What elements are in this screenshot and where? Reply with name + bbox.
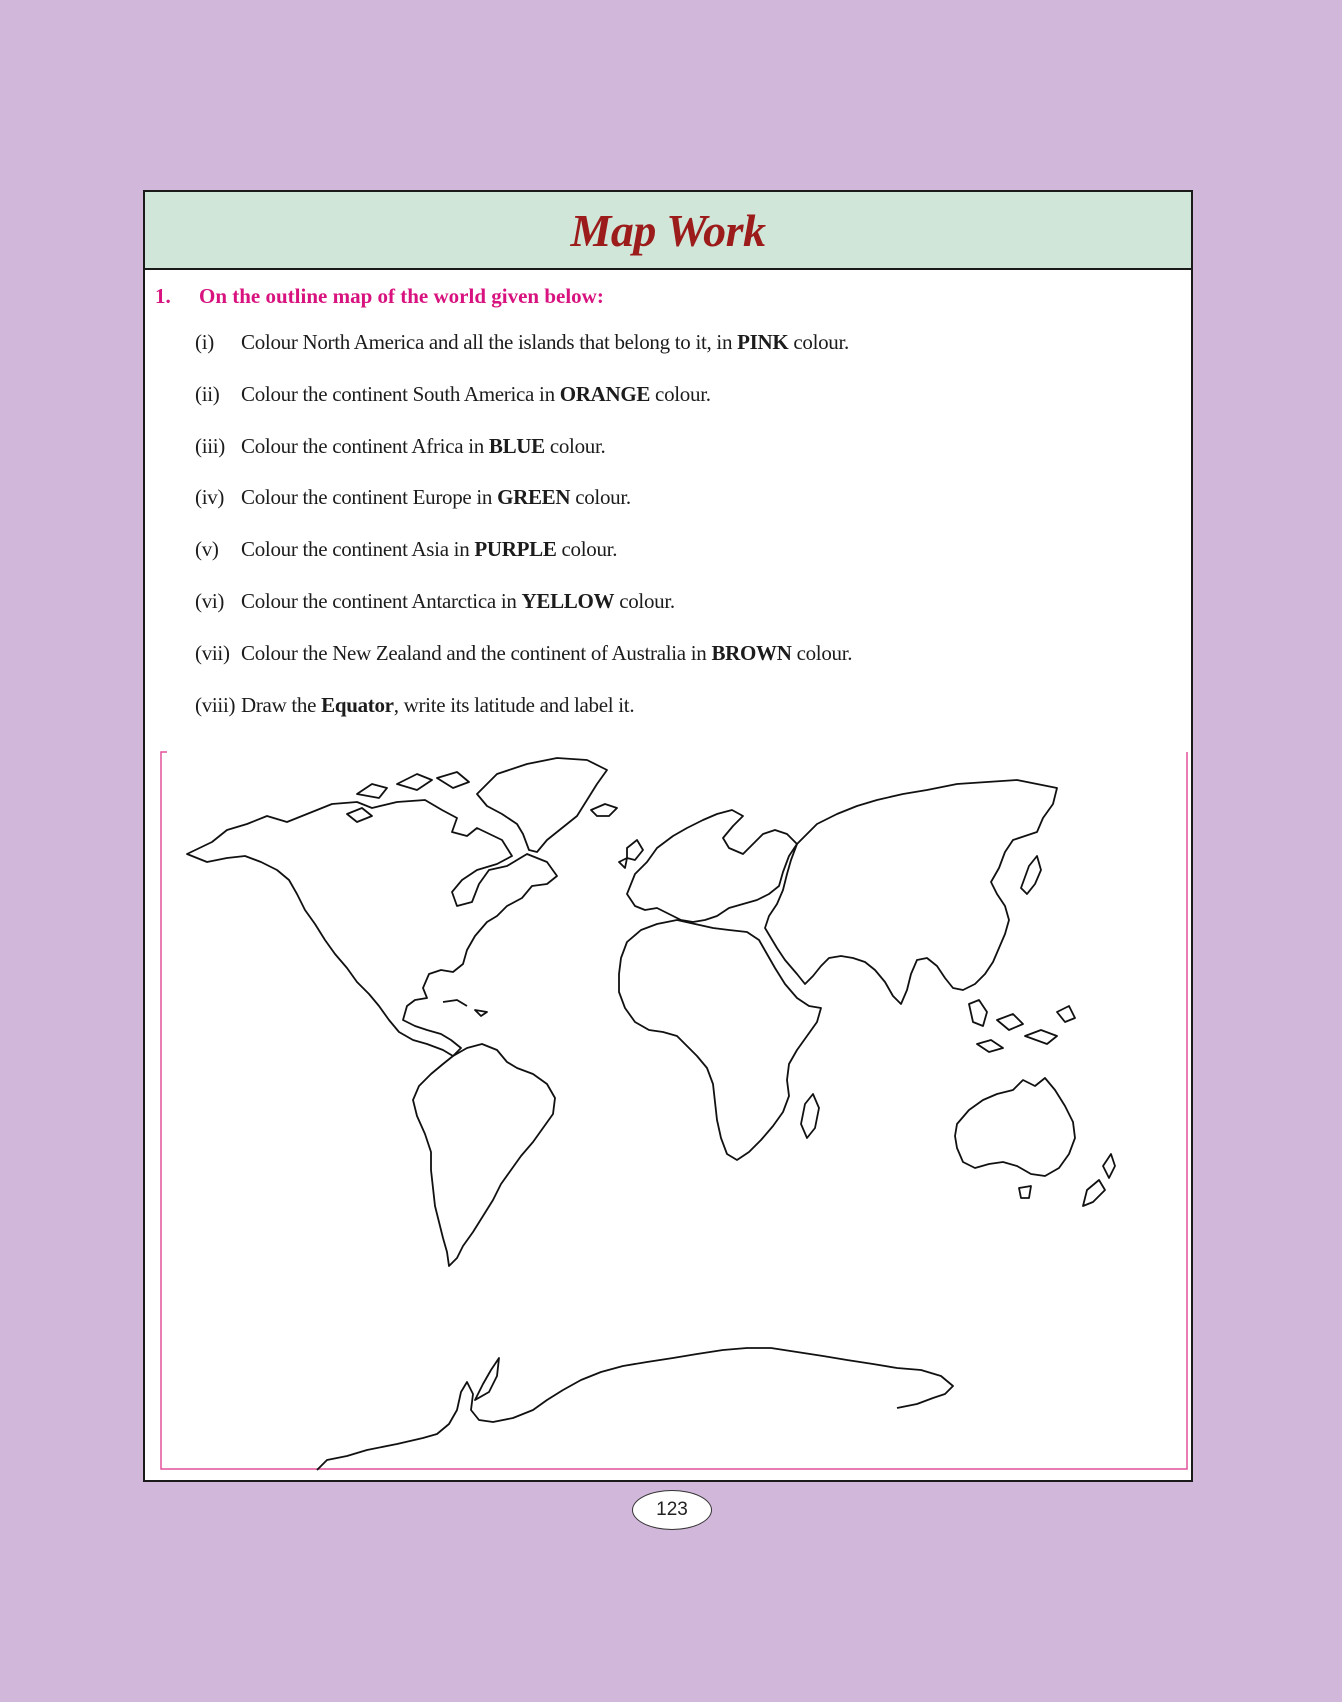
antarctic-peninsula bbox=[475, 1358, 499, 1400]
item-text: Colour the continent Africa in bbox=[241, 433, 489, 458]
page-title: Map Work bbox=[570, 204, 766, 256]
item-text-end: colour. bbox=[544, 433, 606, 458]
australia-outline bbox=[955, 1078, 1075, 1176]
question-number: 1. bbox=[155, 284, 171, 308]
asia-outline bbox=[765, 780, 1057, 1004]
world-map bbox=[157, 744, 1189, 1477]
item-text: Colour the New Zealand and the continent of Australia in bbox=[241, 640, 712, 665]
instruction-item bbox=[195, 485, 852, 537]
instruction-item bbox=[195, 693, 852, 745]
item-text-end: colour. bbox=[791, 640, 853, 665]
antarctica-outline bbox=[317, 1348, 953, 1470]
worksheet-page bbox=[143, 190, 1193, 1482]
page-number: 123 bbox=[632, 1490, 712, 1530]
item-keyword: BROWN bbox=[711, 640, 792, 665]
item-text-end: colour. bbox=[614, 588, 675, 613]
instruction-item bbox=[195, 382, 852, 434]
item-numeral: (iv) bbox=[195, 485, 225, 510]
instruction-item bbox=[195, 330, 852, 382]
item-text-end: colour. bbox=[556, 537, 618, 562]
item-text: Draw the bbox=[241, 692, 322, 717]
item-keyword: Equator bbox=[321, 692, 394, 717]
item-numeral: (vi) bbox=[195, 588, 225, 613]
instruction-item bbox=[195, 589, 852, 641]
item-keyword: PINK bbox=[737, 330, 789, 354]
item-text: Colour the continent Asia in bbox=[241, 537, 475, 562]
item-numeral: (iii) bbox=[195, 433, 225, 458]
iceland-outline bbox=[591, 804, 617, 816]
british-isles bbox=[619, 840, 643, 868]
europe-outline bbox=[627, 810, 797, 922]
item-keyword: YELLOW bbox=[521, 588, 615, 613]
item-numeral: (viii) bbox=[195, 692, 236, 717]
instruction-item bbox=[195, 537, 852, 589]
item-text: Colour the continent Antarctica in bbox=[241, 588, 522, 613]
item-text: Colour the continent South America in bbox=[241, 381, 560, 406]
instruction-list bbox=[195, 330, 852, 744]
new-zealand-outline bbox=[1083, 1154, 1115, 1206]
item-numeral: (ii) bbox=[195, 381, 220, 406]
southeast-asia-islands bbox=[969, 1000, 1075, 1052]
instruction-item bbox=[195, 641, 852, 693]
item-numeral: (i) bbox=[195, 330, 214, 354]
item-text: Colour the continent Europe in bbox=[241, 485, 498, 510]
japan-outline bbox=[1021, 856, 1041, 894]
item-keyword: BLUE bbox=[488, 433, 545, 458]
title-band bbox=[145, 192, 1191, 270]
item-numeral: (vii) bbox=[195, 640, 230, 665]
item-keyword: GREEN bbox=[497, 485, 571, 510]
question-text: On the outline map of the world given below: bbox=[199, 284, 604, 308]
item-numeral: (v) bbox=[195, 537, 219, 562]
item-text-end: colour. bbox=[570, 485, 631, 510]
item-text-end: , write its latitude and label it. bbox=[393, 692, 635, 717]
item-text: Colour North America and all the islands that belong to it, in bbox=[241, 330, 738, 354]
africa-outline bbox=[619, 920, 821, 1160]
south-america-outline bbox=[413, 1044, 555, 1266]
question-heading bbox=[155, 284, 604, 309]
item-keyword: PURPLE bbox=[474, 537, 557, 562]
madagascar-outline bbox=[801, 1094, 819, 1138]
item-text-end: colour. bbox=[650, 381, 711, 406]
north-america-outline bbox=[187, 800, 557, 1056]
caribbean-islands bbox=[443, 1000, 487, 1016]
tasmania-outline bbox=[1019, 1186, 1031, 1198]
item-text-end: colour. bbox=[788, 330, 849, 354]
instruction-item bbox=[195, 434, 852, 486]
item-keyword: ORANGE bbox=[559, 381, 651, 406]
